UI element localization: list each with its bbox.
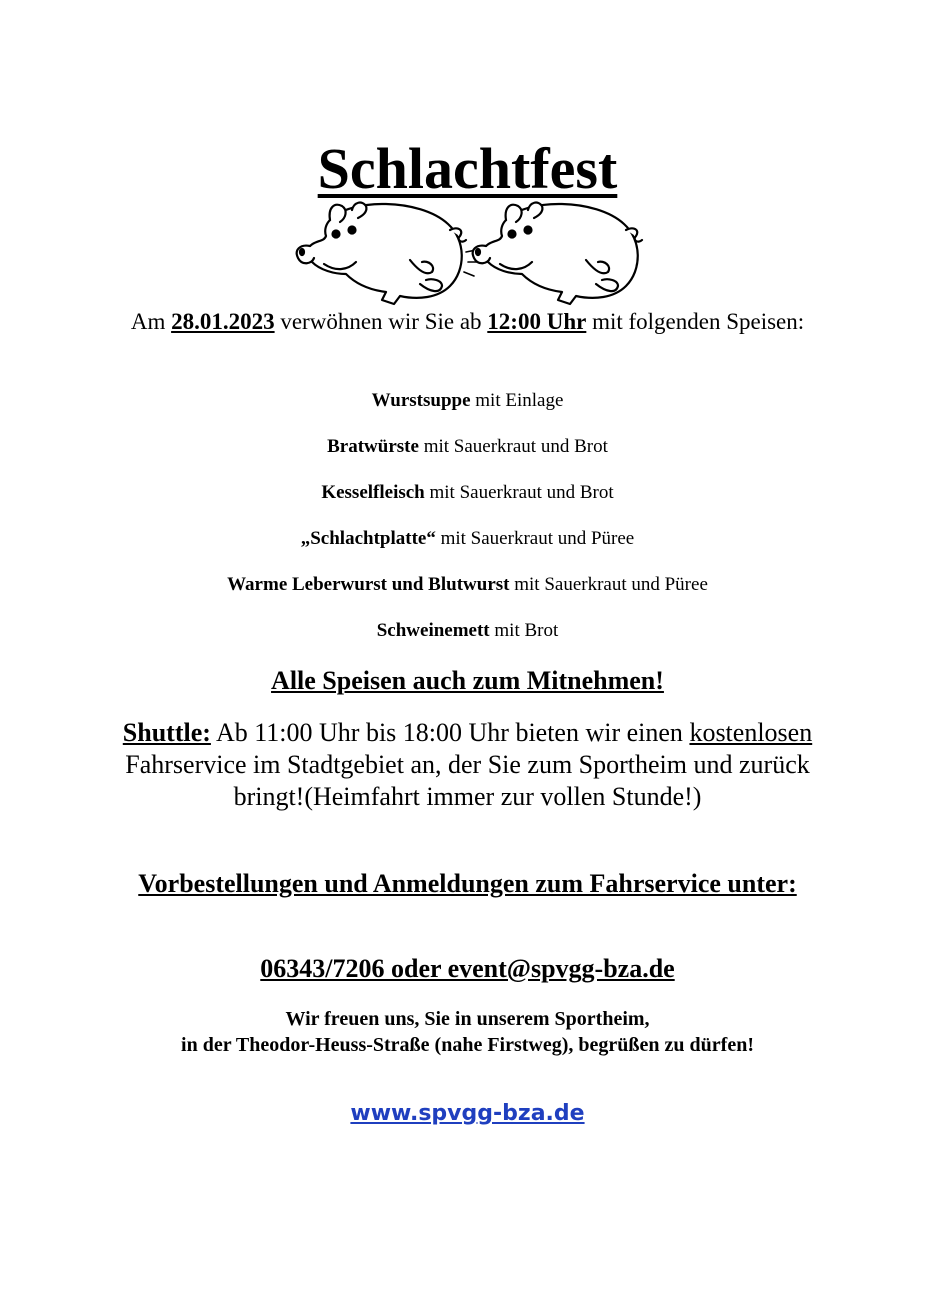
- website: [0, 1099, 935, 1129]
- shuttle-info: Shuttle: Ab 11:00 Uhr bis 18:00 Uhr bieten wir einen kostenlosen Fahrservice im Stadtgebiet an, der Sie zum Sportheim und zurück bringt!(Heimfahrt immer zur vollen Stunde!): [122, 718, 813, 811]
- welcome-text: [0, 1006, 935, 1058]
- menu-dish: Bratwürste: [327, 436, 419, 457]
- menu-dish: „Schlachtplatte“: [300, 528, 436, 549]
- free-emphasis: kostenlosen: [689, 718, 813, 747]
- welcome-line: in der Theodor-Heuss-Straße (nahe Firstweg), begrüßen zu dürfen!: [181, 1034, 754, 1056]
- menu-dish: Wurstsuppe: [371, 390, 471, 411]
- contact-info: 06343/7206 oder event@spvgg-bza.de: [260, 954, 675, 983]
- page-title: [0, 136, 935, 202]
- menu-item: [0, 435, 935, 459]
- menu-desc: mit Einlage: [470, 390, 564, 411]
- welcome-line: Wir freuen uns, Sie in unserem Sportheim,: [285, 1008, 650, 1030]
- title-text: Schlachtfest: [317, 136, 618, 201]
- menu-item: [0, 481, 935, 505]
- running-pigs-icon: [288, 200, 644, 308]
- intro-text: Am 28.01.2023 verwöhnen wir Sie ab 12:00 Uhr mit folgenden Speisen:: [130, 309, 805, 334]
- shuttle-label: Shuttle:: [122, 718, 211, 747]
- preorder-heading: Vorbestellungen und Anmeldungen zum Fahrservice unter:: [138, 869, 797, 898]
- menu-desc: mit Brot: [489, 620, 559, 641]
- menu-desc: mit Sauerkraut und Brot: [424, 482, 614, 503]
- menu-item: [0, 527, 935, 551]
- event-time: 12:00 Uhr: [487, 309, 587, 334]
- website-link[interactable]: www.spvgg-bza.de: [350, 1101, 585, 1126]
- menu-dish: Schweinemett: [376, 620, 490, 641]
- menu-item: [0, 389, 935, 413]
- menu-dish: Kesselfleisch: [321, 482, 425, 503]
- event-date: 28.01.2023: [171, 309, 275, 334]
- menu-desc: mit Sauerkraut und Püree: [509, 574, 708, 595]
- pig-icon: [297, 203, 642, 304]
- menu-item: [0, 573, 935, 597]
- menu-desc: mit Sauerkraut und Brot: [418, 436, 608, 457]
- menu-dish: Warme Leberwurst und Blutwurst: [227, 574, 510, 595]
- takeaway-notice: Alle Speisen auch zum Mitnehmen!: [271, 666, 664, 695]
- menu-desc: mit Sauerkraut und Püree: [435, 528, 635, 549]
- menu-item: [0, 619, 935, 643]
